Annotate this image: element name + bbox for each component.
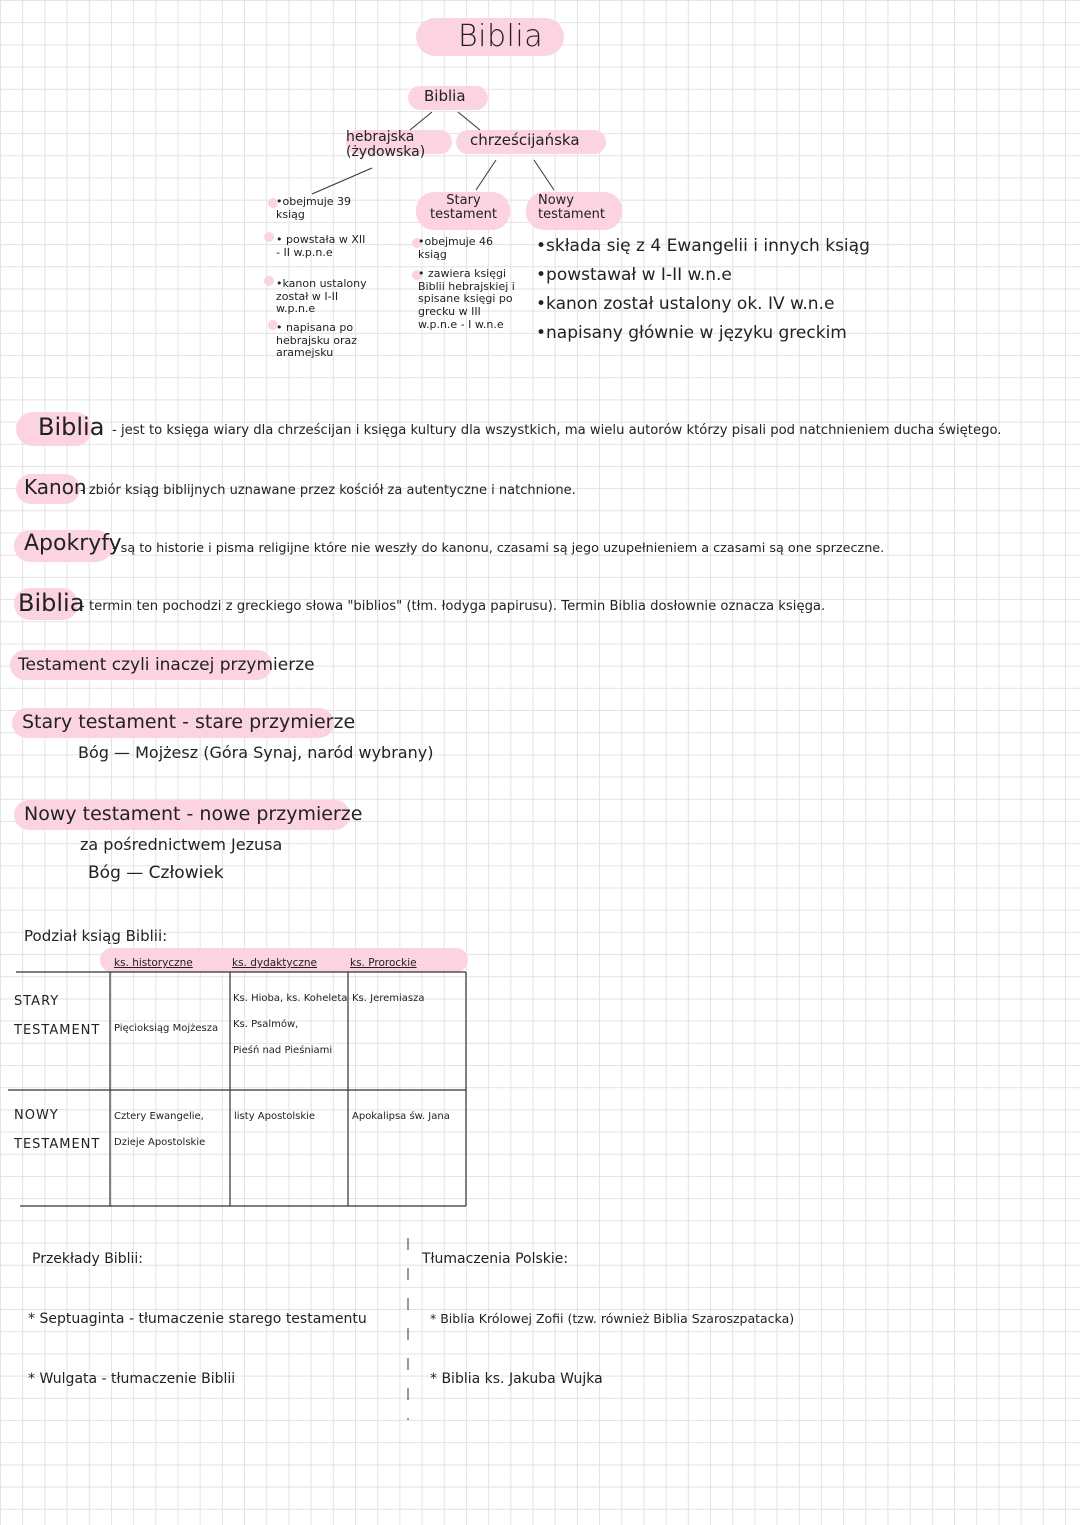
tree-christian: chrześcijańska bbox=[470, 131, 580, 149]
tree-new: Nowy testament bbox=[538, 193, 605, 223]
new-point-2: •powstawał w I-II w.n.e bbox=[536, 265, 732, 285]
def-kanon-term: Kanon bbox=[24, 475, 87, 499]
translation-left-2: * Wulgata - tłumaczenie Biblii bbox=[28, 1371, 236, 1387]
def-nowy-line1: za pośrednictwem Jezusa bbox=[80, 835, 283, 854]
page-title: Biblia bbox=[458, 19, 544, 54]
cell-stary-prophetic: Ks. Jeremiasza bbox=[352, 993, 425, 1004]
def-stary-line: Bóg — Mojżesz (Góra Synaj, naród wybrany) bbox=[78, 743, 434, 762]
col-didactic: ks. dydaktyczne bbox=[232, 957, 318, 969]
hebrew-point-2: • powstała w XII - II w.p.n.e bbox=[276, 233, 366, 259]
old-point-2: • zawiera księgi Biblii hebrajskiej i spisane księgi po grecku w III w.p.n.e - I w.n.e bbox=[418, 267, 515, 331]
division-heading: Podział ksiąg Biblii: bbox=[24, 927, 168, 945]
cell-nowy-historical: Cztery Ewangelie, Dzieje Apostolskie bbox=[114, 1111, 206, 1148]
def-nowy-line2: Bóg — Człowiek bbox=[88, 863, 224, 883]
cell-nowy-didactic: listy Apostolskie bbox=[234, 1111, 316, 1122]
translation-right-2: * Biblia ks. Jakuba Wujka bbox=[430, 1371, 603, 1387]
translation-right-1: * Biblia Królowej Zofii (tzw. również Biblia Szaroszpatacka) bbox=[430, 1311, 795, 1326]
new-point-4: •napisany głównie w języku greckim bbox=[536, 323, 847, 343]
new-point-1: •składa się z 4 Ewangelii i innych ksiąg bbox=[536, 236, 870, 256]
row-stary-label: STARY TESTAMENT bbox=[14, 994, 101, 1038]
old-point-1: •obejmuje 46 ksiąg bbox=[418, 235, 494, 261]
def-stary-head: Stary testament - stare przymierze bbox=[22, 711, 356, 733]
row-nowy-label: NOWY TESTAMENT bbox=[14, 1108, 101, 1152]
translations-right-heading: Tłumaczenia Polskie: bbox=[422, 1251, 569, 1267]
cell-stary-didactic: Ks. Hioba, ks. Koheleta Ks. Psalmów, Pieśń nad Pieśniami bbox=[233, 993, 348, 1056]
def-nowy-head: Nowy testament - nowe przymierze bbox=[24, 803, 363, 825]
def-biblia2-term: Biblia bbox=[18, 589, 85, 617]
hebrew-point-4: • napisana po hebrajsku oraz aramejsku bbox=[276, 321, 358, 360]
def-kanon-text: - zbiór ksiąg biblijnych uznawane przez kościół za autentyczne i natchnione. bbox=[80, 483, 576, 498]
cell-nowy-prophetic: Apokalipsa św. Jana bbox=[352, 1111, 450, 1122]
def-biblia2-text: - termin ten pochodzi z greckiego słowa "biblios" (tłm. łodyga papirusu). Termin Biblia dosłownie oznacza księga. bbox=[80, 599, 826, 614]
def-biblia1-text: - jest to księga wiary dla chrześcijan i księga kultury dla wszystkich, ma wielu autorów którzy pisali pod natchnieniem ducha świętego. bbox=[112, 423, 1002, 438]
new-point-3: •kanon został ustalony ok. IV w.n.e bbox=[536, 294, 835, 314]
cell-stary-historical: Pięcioksiąg Mojżesza bbox=[114, 1023, 219, 1034]
translations-left-heading: Przekłady Biblii: bbox=[32, 1251, 143, 1267]
hebrew-point-1: •obejmuje 39 ksiąg bbox=[276, 195, 352, 221]
tree-hebrew: hebrajska (żydowska) bbox=[346, 129, 426, 160]
tree-old: Stary testament bbox=[430, 193, 497, 223]
hebrew-point-3: •kanon ustalony został w I-II w.p.n.e bbox=[276, 277, 367, 316]
col-prophetic: ks. Prorockie bbox=[350, 957, 417, 969]
translation-left-1: * Septuaginta - tłumaczenie starego testamentu bbox=[28, 1311, 367, 1327]
tree-root: Biblia bbox=[424, 87, 466, 105]
col-historical: ks. historyczne bbox=[114, 957, 193, 969]
def-biblia1-term: Biblia bbox=[38, 413, 105, 441]
def-apokryfy-text: - są to historie i pisma religijne które nie weszły do kanonu, czasami są jego uzupełnieniem a czasami są one sprzeczne. bbox=[112, 541, 885, 556]
def-apokryfy-term: Apokryfy bbox=[24, 531, 122, 556]
def-testament: Testament czyli inaczej przymierze bbox=[18, 655, 315, 675]
